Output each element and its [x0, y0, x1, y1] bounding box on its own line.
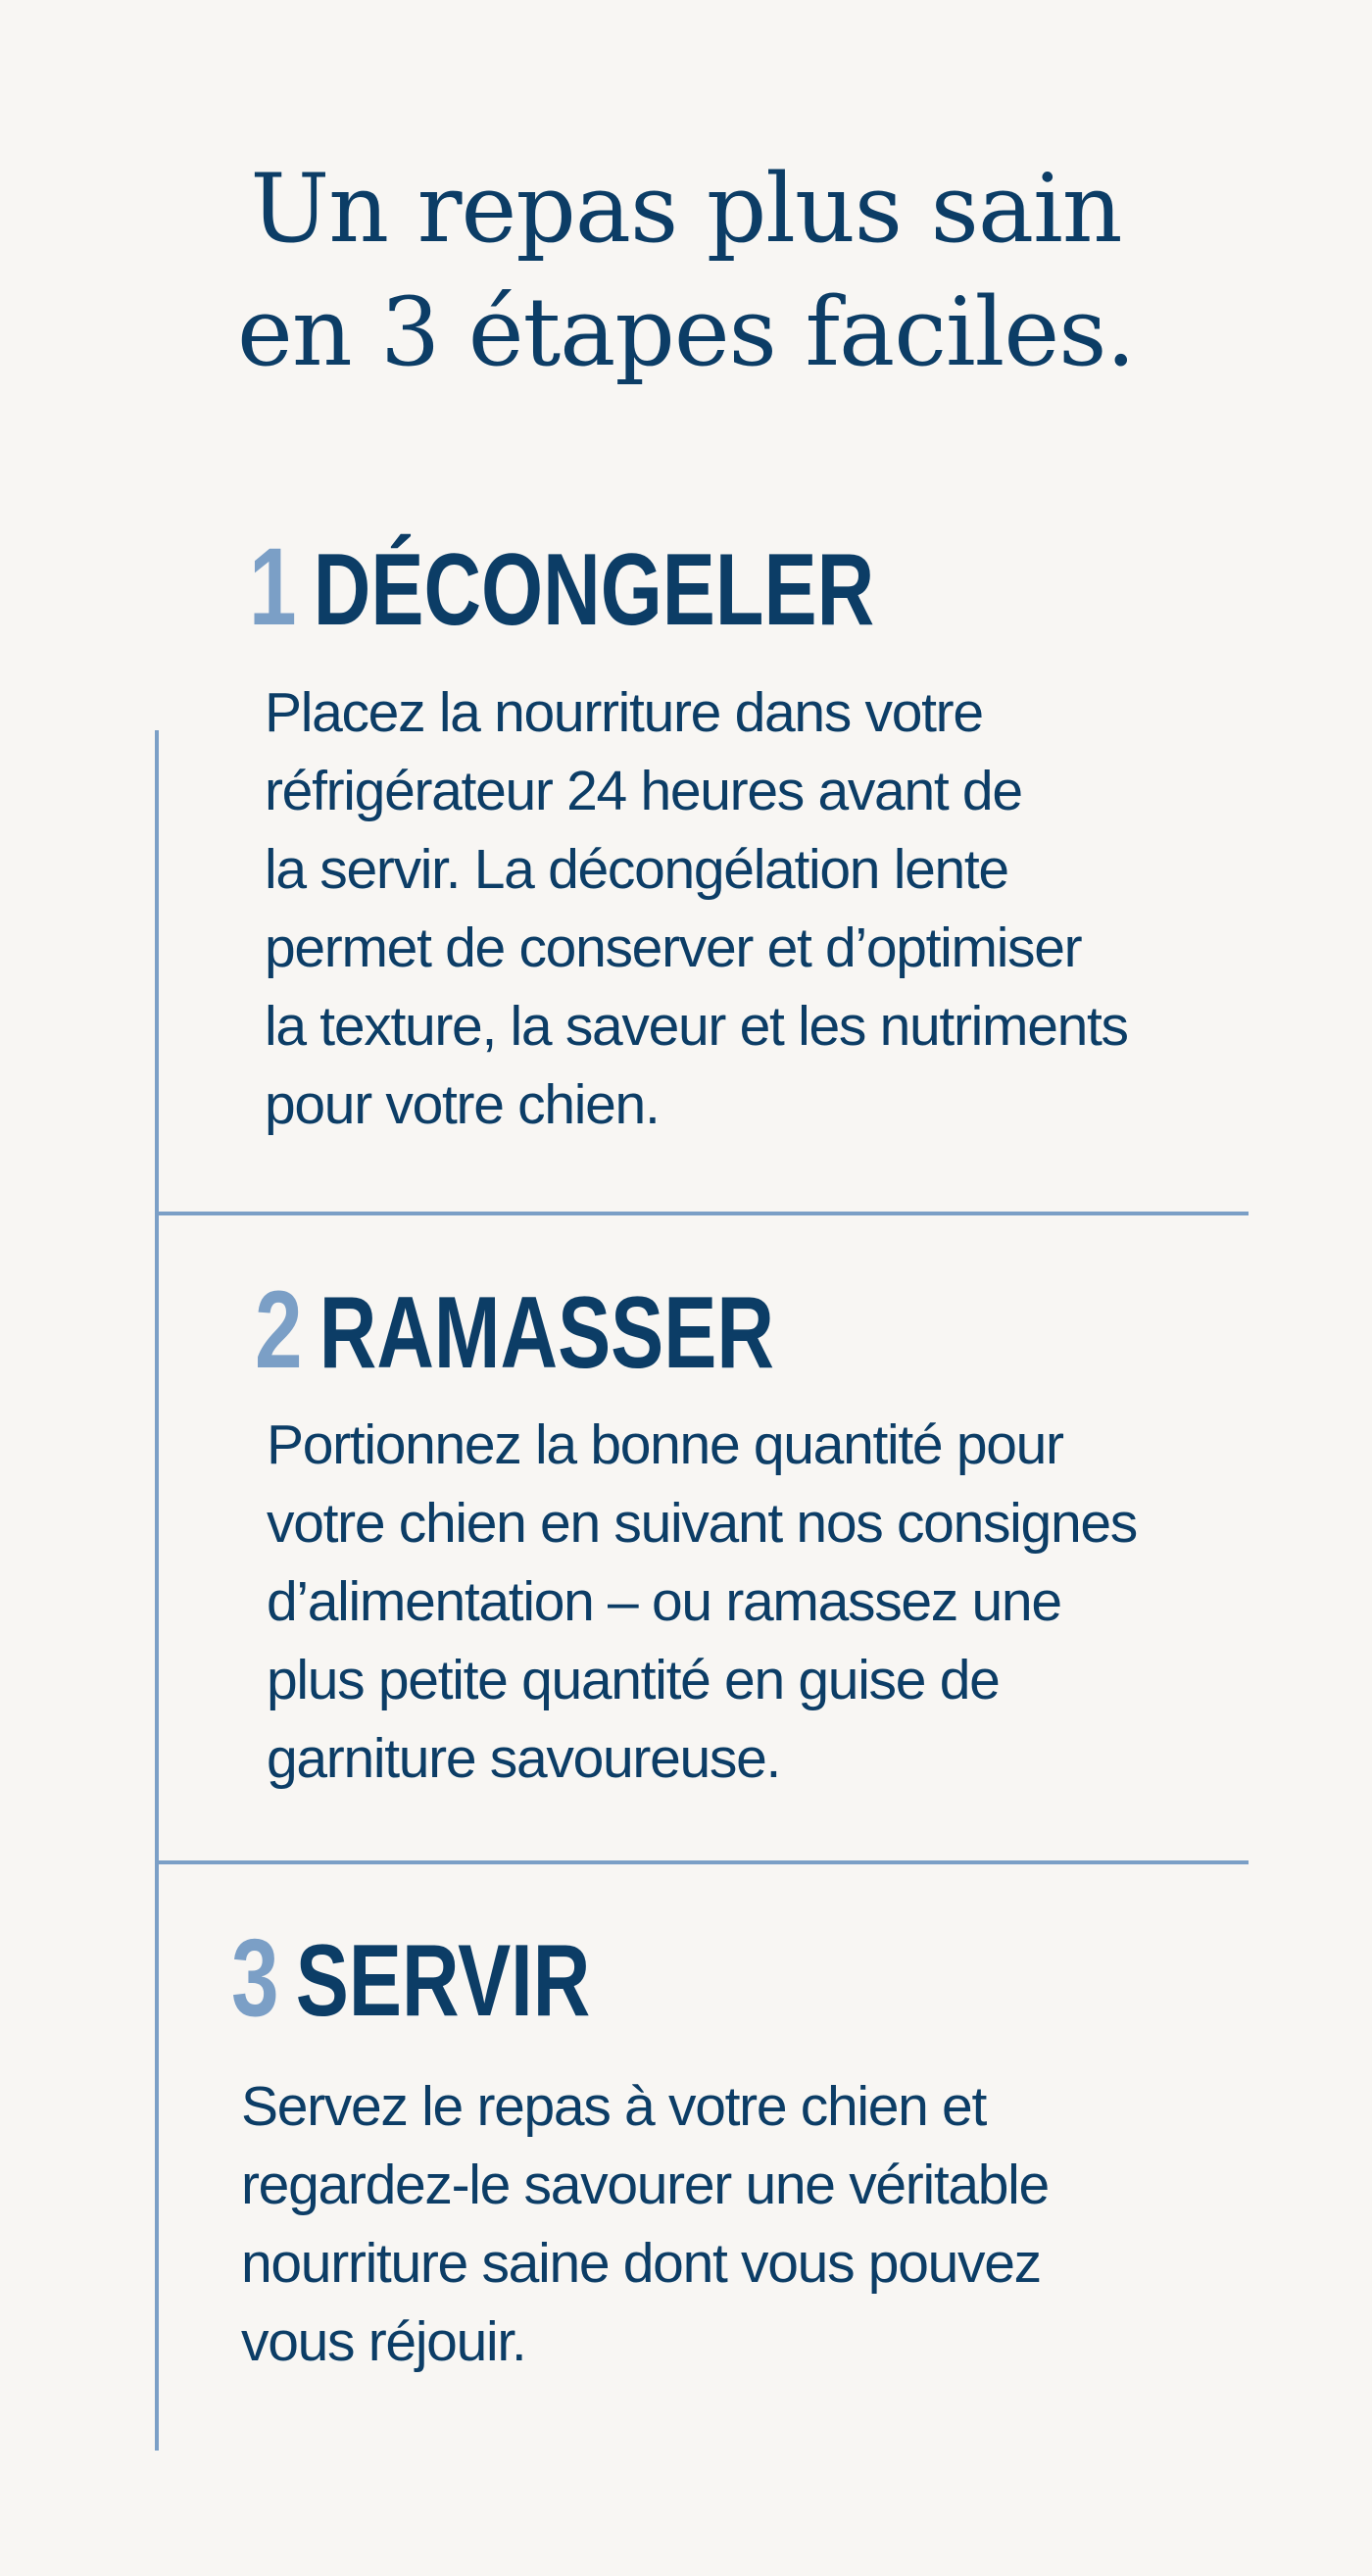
- step-1-number: 1: [249, 525, 297, 648]
- step-2-description: [267, 1406, 1137, 1798]
- step-1-line: permet de conserver et d’optimiser: [265, 916, 1082, 979]
- step-1-heading: [249, 525, 875, 648]
- step-3-description: [241, 2067, 1049, 2381]
- step-1-title: DÉCONGELER: [313, 533, 875, 647]
- step-2-heading: [255, 1268, 774, 1391]
- step-1-line: réfrigérateur 24 heures avant de: [265, 760, 1022, 822]
- step-1-line: Placez la nourriture dans votre: [265, 681, 983, 744]
- step-2-line: votre chien en suivant nos consignes: [267, 1492, 1137, 1555]
- page-title: [0, 147, 1372, 394]
- step-divider-2: [159, 1860, 1249, 1864]
- step-1-line: la texture, la saveur et les nutriments: [265, 995, 1128, 1058]
- timeline-line: [155, 730, 159, 2451]
- step-3-title: SERVIR: [295, 1924, 591, 2038]
- step-1-line: la servir. La décongélation lente: [265, 838, 1008, 901]
- step-3-line: vous réjouir.: [241, 2310, 526, 2373]
- step-2-line: garniture savoureuse.: [267, 1727, 781, 1790]
- step-3-line: Servez le repas à votre chien et: [241, 2075, 986, 2138]
- step-3-line: nourriture saine dont vous pouvez: [241, 2232, 1041, 2295]
- step-1-line: pour votre chien.: [265, 1073, 660, 1136]
- step-1-description: [265, 673, 1128, 1144]
- step-2-line: d’alimentation – ou ramassez une: [267, 1570, 1061, 1633]
- page-title-line-2: en 3 étapes faciles.: [237, 277, 1135, 387]
- step-3-line: regardez-le savourer une véritable: [241, 2154, 1049, 2216]
- step-3-number: 3: [231, 1916, 279, 2039]
- step-2-line: Portionnez la bonne quantité pour: [267, 1413, 1063, 1476]
- page-title-line-1: Un repas plus sain: [250, 154, 1122, 264]
- step-divider-1: [159, 1212, 1249, 1215]
- step-3-heading: [231, 1916, 591, 2039]
- step-2-title: RAMASSER: [318, 1276, 774, 1390]
- step-2-line: plus petite quantité en guise de: [267, 1649, 1000, 1711]
- step-2-number: 2: [255, 1268, 303, 1391]
